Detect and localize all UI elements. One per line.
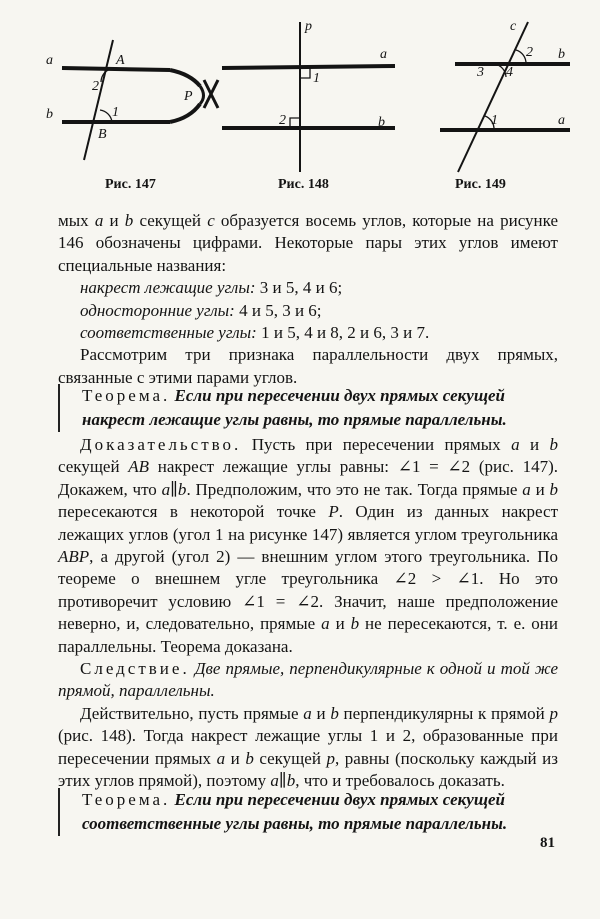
figures-strip xyxy=(0,0,600,200)
intro-paragraph: мых a и b секущей c образуется восемь углов, которые на рисунке 146 обозначены цифрами. Некоторые пары этих углов имеют специальные названия: xyxy=(58,211,558,275)
fig149-label-angle-4: 4 xyxy=(506,65,513,80)
figure-149 xyxy=(440,22,570,172)
theorem-2-body: Если при пересечении двух прямых секущей соответственные углы равны, то прямые параллельны. xyxy=(82,790,508,833)
fig147-x-mark-left xyxy=(200,86,204,104)
intro-block xyxy=(58,210,558,389)
fig149-secant-c xyxy=(458,22,528,172)
fig148-label-b: b xyxy=(378,115,385,130)
fig149-label-angle-2: 2 xyxy=(526,45,533,60)
corollary-label: Следствие. xyxy=(80,659,190,679)
fig147-label-B: B xyxy=(98,127,107,142)
fig147-label-angle-1: 1 xyxy=(112,105,119,120)
theorem-2-label: Теорема. xyxy=(82,790,171,809)
fig147-curve-a xyxy=(170,70,200,86)
page-number: 81 xyxy=(540,835,555,851)
theorem-1 xyxy=(58,384,558,432)
pair-item: односторонние углы: 4 и 5, 3 и 6; xyxy=(80,300,322,320)
corollary-body: Две прямые, перпендикулярные к одной и той же прямой, параллельны. xyxy=(58,659,558,701)
fig148-line-a xyxy=(222,66,395,68)
fig149-caption: Рис. 149 xyxy=(455,177,506,192)
pair-item: накрест лежащие углы: 3 и 5, 4 и 6; xyxy=(80,278,343,298)
fig147-label-a: a xyxy=(46,53,53,68)
fig148-label-angle-1: 1 xyxy=(313,71,320,86)
fig147-secant-AB xyxy=(84,40,113,160)
indeed-paragraph: Действительно, пусть прямые a и b перпендикулярны к прямой p (рис. 148). Тогда накрест лежащие углы 1 и 2, образованные при пересечении прямых a и b секущей p, равны (поскольку каждый из этих углов прямой), поэтому a∥b, что и требовалось доказать. xyxy=(58,703,558,791)
proof-block xyxy=(58,434,558,793)
fig148-label-p: p xyxy=(305,19,312,34)
figure-148 xyxy=(222,22,395,172)
fig147-curve-b xyxy=(170,104,200,122)
figure-147 xyxy=(62,40,218,160)
theorem-1-label: Теорема. xyxy=(82,386,171,405)
fig147-label-A: A xyxy=(116,53,125,68)
proof-label: Доказательство. xyxy=(80,435,242,454)
consider-paragraph: Рассмотрим три признака параллельности двух прямых, связанные с этими парами углов. xyxy=(58,345,558,387)
fig149-arc-2 xyxy=(516,50,526,64)
corollary-paragraph xyxy=(58,658,558,703)
proof-paragraph: Доказательство. Пусть при пересечении прямых a и b секущей AB накрест лежащие углы равны: ∠1 = ∠2 (рис. 147). Докажем, что a∥b. Предположим, что это не так. Тогда прямые a и b пересекаются в некоторой точке P. Один из данных накрест лежащих углов (угол 1 на рисунке 147) является углом треугольника ABP, а другой (угол 2) — внешним углом этого треугольника. По теореме о внешнем угле треугольника ∠2 > ∠1. Но это противоречит условию ∠1 = ∠2. Значит, наше предположение неверно, и, следовательно, прямые a и b не пересекаются, т. е. они параллельны. Теорема доказана. xyxy=(58,435,559,656)
fig148-caption: Рис. 148 xyxy=(278,177,329,192)
fig147-line-a xyxy=(62,68,170,70)
fig149-label-b: b xyxy=(558,47,565,62)
fig147-caption: Рис. 147 xyxy=(105,177,156,192)
fig147-label-angle-2: 2 xyxy=(92,79,99,94)
fig149-label-angle-1: 1 xyxy=(491,113,498,128)
fig149-label-c: c xyxy=(510,19,517,34)
theorem-2 xyxy=(58,788,558,836)
fig148-label-angle-2: 2 xyxy=(279,113,286,128)
fig148-right-angle-1 xyxy=(300,68,310,78)
fig149-label-angle-3: 3 xyxy=(477,65,484,80)
fig148-label-a: a xyxy=(380,47,387,62)
pair-item: соответственные углы: 1 и 5, 4 и 8, 2 и 6, 3 и 7. xyxy=(80,323,430,343)
fig147-label-b: b xyxy=(46,107,53,122)
fig149-label-a: a xyxy=(558,113,565,128)
theorem-1-body: Если при пересечении двух прямых секущей накрест лежащие углы равны, то прямые параллельны. xyxy=(82,386,507,429)
fig147-label-P: P xyxy=(184,89,193,104)
